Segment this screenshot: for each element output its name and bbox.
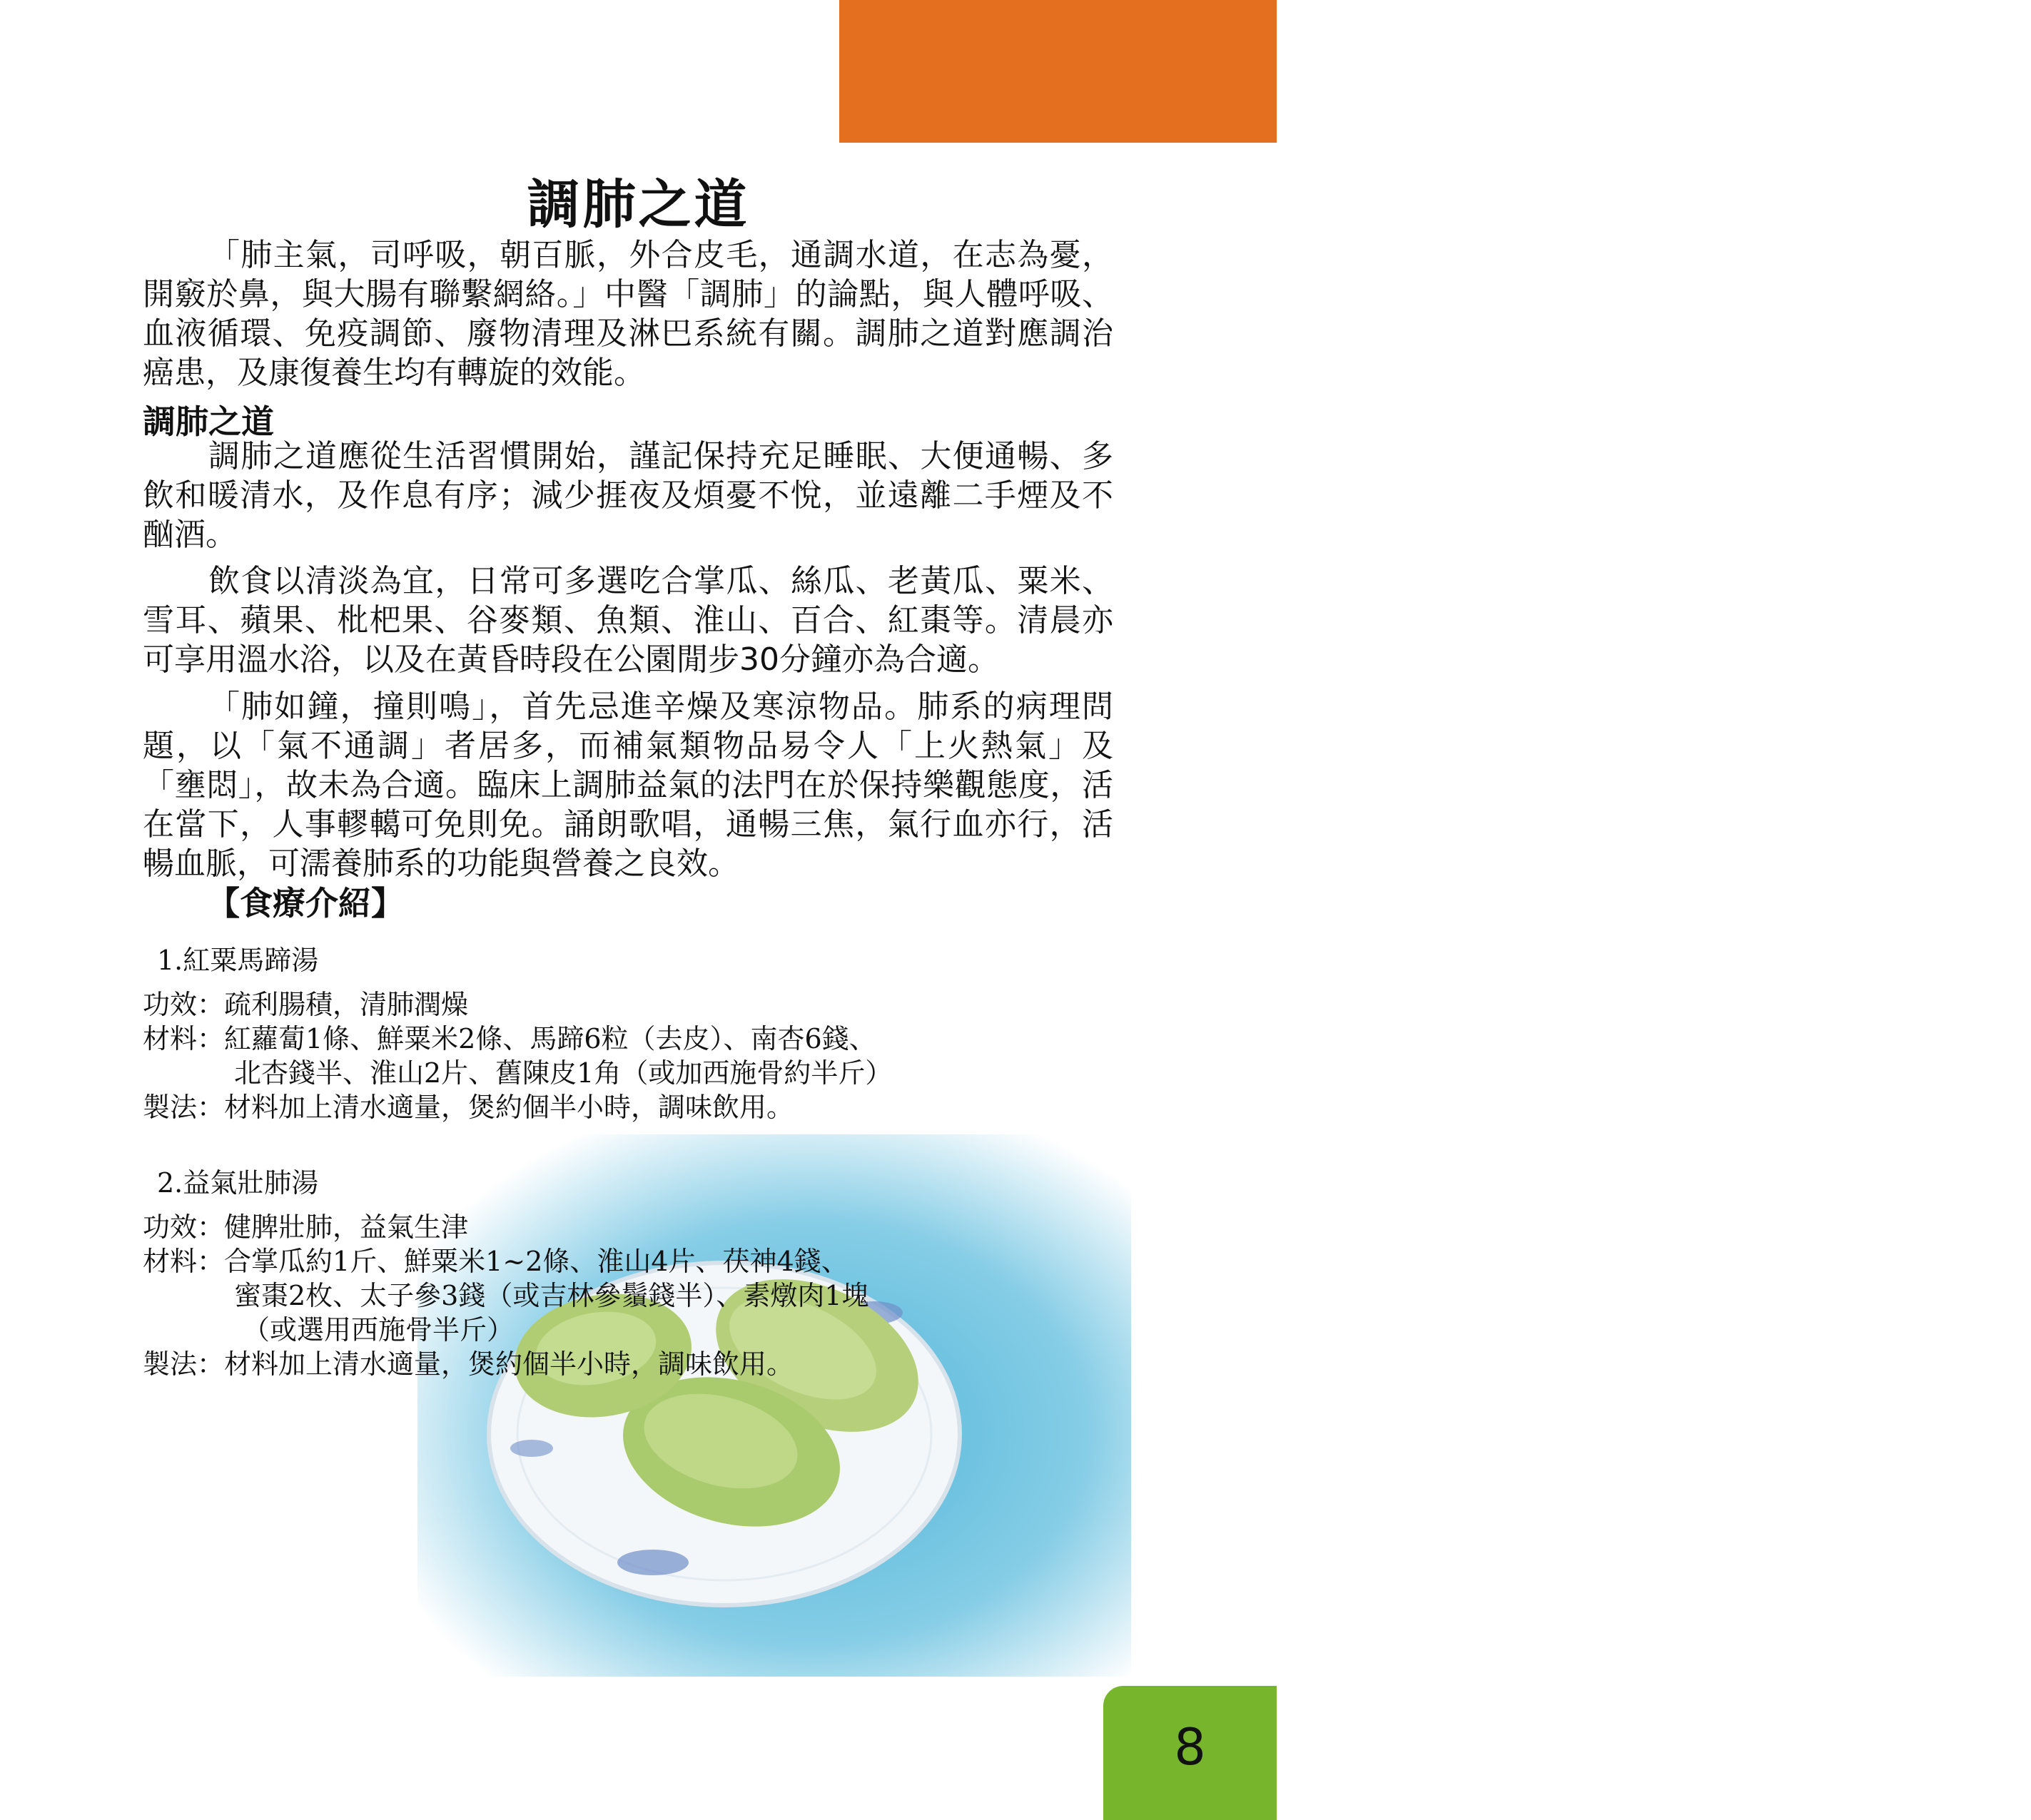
food-therapy-heading: 【食療介紹】 bbox=[207, 884, 404, 922]
recipe-method: 製法：材料加上清水適量，煲約個半小時，調味飲用。 bbox=[143, 1092, 794, 1123]
intro-paragraph: 「肺主氣，司呼吸，朝百脈，外合皮毛，通調水道，在志為憂，開竅於鼻，與大腸有聯繫網絡。」中醫「調肺」的論點，與人體呼吸、血液循環、免疫調節、廢物清理及淋巴系統有關。調肺之道對應調治癌患，及康復養生均有轉旋的效能。 bbox=[143, 237, 1113, 391]
recipe-effect: 功效：疏利腸積，清肺潤燥 bbox=[143, 989, 469, 1020]
section-paragraph-3: 「肺如鐘，撞則鳴」，首先忌進辛燥及寒涼物品。肺系的病理問題，以「氣不通調」者居多，而補氣類物品易令人「上火熱氣」及「壅悶」，故未為合適。臨床上調肺益氣的法門在於保持樂觀態度，活在當下，人事轇轕可免則免。誦朗歌唱，通暢三焦，氣行血亦行，活暢血脈，可濡養肺系的功能與營養之良效。 bbox=[143, 688, 1113, 882]
recipe-1 bbox=[143, 943, 1142, 1124]
page-number: 8 bbox=[1174, 1718, 1206, 1776]
page-title: 調肺之道 bbox=[527, 174, 750, 235]
recipe-method: 製法：材料加上清水適量，煲約個半小時，調味飲用。 bbox=[143, 1348, 794, 1380]
recipe-materials-continued: 蜜棗2枚、太子參3錢（或吉林參鬚錢半）、素燉肉1塊 bbox=[234, 1280, 869, 1311]
recipe-materials: 材料：合掌瓜約1斤、鮮粟米1~2條、淮山4片、茯神4錢、 bbox=[143, 1246, 849, 1277]
recipe-materials-note: （或選用西施骨半斤） bbox=[243, 1314, 515, 1346]
recipe-title: 2.益氣壯肺湯 bbox=[157, 1167, 319, 1199]
section-title: 通衡療法篇 bbox=[1724, 61, 2031, 117]
recipe-materials: 材料：紅蘿蔔1條、鮮粟米2條、馬蹄6粒（去皮）、南杏6錢、 bbox=[143, 1023, 876, 1054]
recipe-materials-continued: 北杏錢半、淮山2片、舊陳皮1角（或加西施骨約半斤） bbox=[234, 1057, 893, 1089]
section-paragraph-1: 調肺之道應從生活習慣開始，謹記保持充足睡眠、大便通暢、多飲和暖清水，及作息有序；減少捱夜及煩憂不悅，並遠離二手煙及不酗酒。 bbox=[143, 438, 1113, 553]
recipe-title: 1.紅粟馬蹄湯 bbox=[157, 945, 319, 976]
section-paragraph-2: 飲食以清淡為宜，日常可多選吃合掌瓜、絲瓜、老黃瓜、粟米、雪耳、蘋果、枇杷果、谷麥類、魚類、淮山、百合、紅棗等。清晨亦可享用溫水浴，以及在黃昏時段在公園閒步30分鐘亦為合適。 bbox=[143, 563, 1113, 678]
section-heading: 調肺之道 bbox=[143, 402, 274, 441]
recipe-2 bbox=[143, 1166, 1142, 1381]
page-number-tab bbox=[1103, 1686, 1277, 1820]
recipe-effect: 功效：健脾壯肺，益氣生津 bbox=[143, 1211, 469, 1243]
header-section-tab bbox=[839, 0, 2031, 143]
